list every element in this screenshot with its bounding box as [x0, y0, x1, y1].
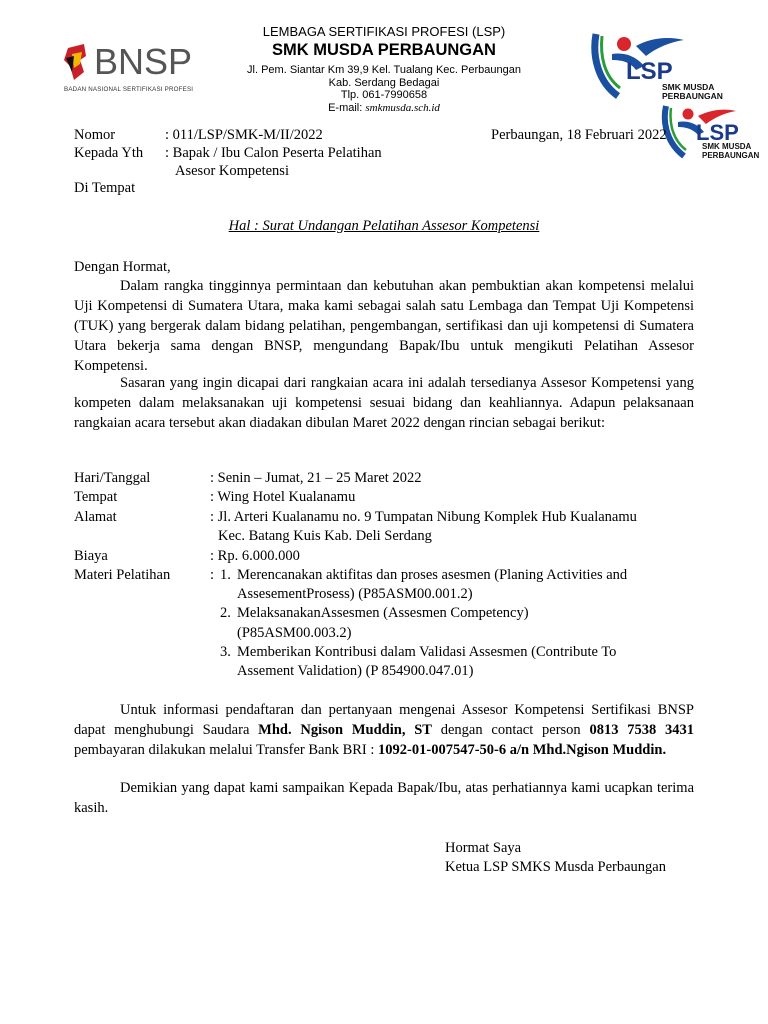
- materi-item-1-line1: Merencanakan aktifitas dan proses asesmen (Planing Activities and: [237, 567, 628, 583]
- kepada-value-2: Asesor Kompetensi: [175, 163, 289, 179]
- nomor-value: : 011/LSP/SMK-M/II/2022: [165, 127, 323, 143]
- lsp-logo: [590, 26, 740, 110]
- closing-line-1: Hormat Saya: [445, 840, 522, 856]
- materi-item-1-num: 1.: [220, 567, 231, 583]
- alamat-value-2: Kec. Batang Kuis Kab. Deli Serdang: [218, 528, 432, 544]
- address-line-2: Kab. Serdang Bedagai: [328, 76, 440, 89]
- closing-line-2: Ketua LSP SMKS Musda Perbaungan: [445, 859, 666, 875]
- alamat-label: Alamat: [74, 509, 117, 525]
- contact-name: Mhd. Ngison Muddin, ST: [258, 722, 432, 738]
- lsp-logo-line1: SMK MUSDA: [662, 82, 715, 92]
- lsp-logo-secondary: [660, 100, 768, 166]
- paragraph-3: [74, 700, 694, 760]
- materi-item-3-line2: Assement Validation) (P 854900.047.01): [237, 663, 474, 679]
- org-name: LEMBAGA SERTIFIKASI PROFESI (LSP): [262, 24, 506, 39]
- subject-line: Hal : Surat Undangan Pelatihan Assesor Kompetensi: [228, 218, 540, 234]
- nomor-label: Nomor: [74, 127, 116, 143]
- materi-item-2-num: 2.: [220, 605, 231, 621]
- bnsp-emblem-icon: [62, 42, 92, 82]
- paragraph-1-text: Dalam rangka tingginnya permintaan dan kebutuhan akan pembuktian akan kompetensi melalui Uji Kompetensi di Sumatera Utara, maka kami sebagai salah satu Lembaga dan Tempat Uji Kompetensi (TUK) yang bergerak dalam bidang pelatihan, pengembangan, sertifikasi dan uji kompetensi di Sumatera Utara bekerja sama dengan BNSP, mengundang Bapak/Ibu untuk mengikuti Pelatihan Assesor Kompetensi.: [74, 278, 694, 374]
- letterhead: [200, 24, 568, 114]
- lsp-logo-secondary-line2: PERBAUNGAN: [702, 151, 760, 160]
- bnsp-logo-subtitle: BADAN NASIONAL SERTIFIKASI PROFESI: [64, 86, 194, 93]
- paragraph-3-part2: dengan contact person: [431, 722, 590, 738]
- bnsp-logo: [62, 40, 192, 102]
- tempat-value: : Wing Hotel Kualanamu: [210, 489, 356, 505]
- email-label: E-mail:: [328, 101, 366, 114]
- paragraph-2: [74, 373, 694, 433]
- email-line: [200, 102, 568, 115]
- bnsp-logo-text: BNSP: [94, 41, 193, 82]
- materi-item-2-line1: MelaksanakanAssesmen (Assesmen Competency): [237, 605, 529, 621]
- materi-label: Materi Pelatihan: [74, 567, 171, 583]
- materi-item-2-line2: (P85ASM00.003.2): [237, 625, 352, 641]
- alamat-value-1: : Jl. Arteri Kualanamu no. 9 Tumpatan Nibung Komplek Hub Kualanamu: [210, 509, 637, 525]
- lsp-logo-line2: PERBAUNGAN: [662, 91, 723, 101]
- paragraph-4: [74, 778, 694, 818]
- hari-label: Hari/Tanggal: [74, 470, 151, 486]
- paragraph-4-text: Demikian yang dapat kami sampaikan Kepada Bapak/Ibu, atas perhatiannya kami ucapkan terima kasih.: [74, 780, 694, 816]
- salutation: Dengan Hormat,: [74, 259, 171, 275]
- address-line-1: Jl. Pem. Siantar Km 39,9 Kel. Tualang Kec. Perbaungan: [247, 64, 521, 76]
- bank-account: 1092-01-007547-50-6 a/n Mhd.Ngison Muddin.: [378, 742, 667, 758]
- di-tempat: Di Tempat: [74, 180, 136, 196]
- paragraph-1: [74, 276, 694, 376]
- kepada-value-1: : Bapak / Ibu Calon Peserta Pelatihan: [165, 145, 382, 161]
- contact-phone: 0813 7538 3431: [589, 722, 694, 738]
- lsp-logo-text: LSP: [626, 58, 673, 85]
- paragraph-3-part3: pembayaran dilakukan melalui Transfer Bank BRI :: [74, 742, 379, 758]
- materi-colon: :: [210, 567, 215, 583]
- materi-item-3-line1: Memberikan Kontribusi dalam Validasi Assesmen (Contribute To: [237, 644, 617, 660]
- biaya-value: : Rp. 6.000.000: [210, 548, 300, 564]
- phone-line: Tlp. 061-7990658: [340, 89, 428, 101]
- paragraph-2-text: Sasaran yang ingin dicapai dari rangkaian acara ini adalah tersedianya Assesor Kompetensi yang kompeten dalam melaksanakan uji kompetensi sesuai bidang dan keahliannya. Adapun pelaksanaan rangkaian acara tersebut akan diadakan dibulan Maret 2022 dengan rincian sebagai berikut:: [74, 375, 694, 431]
- lsp-logo-secondary-text: LSP: [696, 120, 739, 145]
- email-value: smkmusda.sch.id: [365, 101, 440, 114]
- materi-item-1-line2: AssesementProsess) (P85ASM00.001.2): [237, 586, 473, 602]
- lsp-logo-secondary-line1: SMK MUSDA: [702, 142, 752, 151]
- kepada-label: Kepada Yth: [74, 145, 144, 161]
- paragraph-3-part1: Untuk informasi pendaftaran dan pertanyaan mengenai Assesor Kompetensi Sertifikasi BNSP dapat menghubungi Saudara: [74, 702, 694, 738]
- materi-item-3-num: 3.: [220, 644, 231, 660]
- biaya-label: Biaya: [74, 548, 108, 564]
- letter-date: Perbaungan, 18 Februari 2022: [491, 127, 667, 143]
- school-name: SMK MUSDA PERBAUNGAN: [272, 41, 496, 59]
- tempat-label: Tempat: [74, 489, 118, 505]
- hari-value: : Senin – Jumat, 21 – 25 Maret 2022: [210, 470, 422, 486]
